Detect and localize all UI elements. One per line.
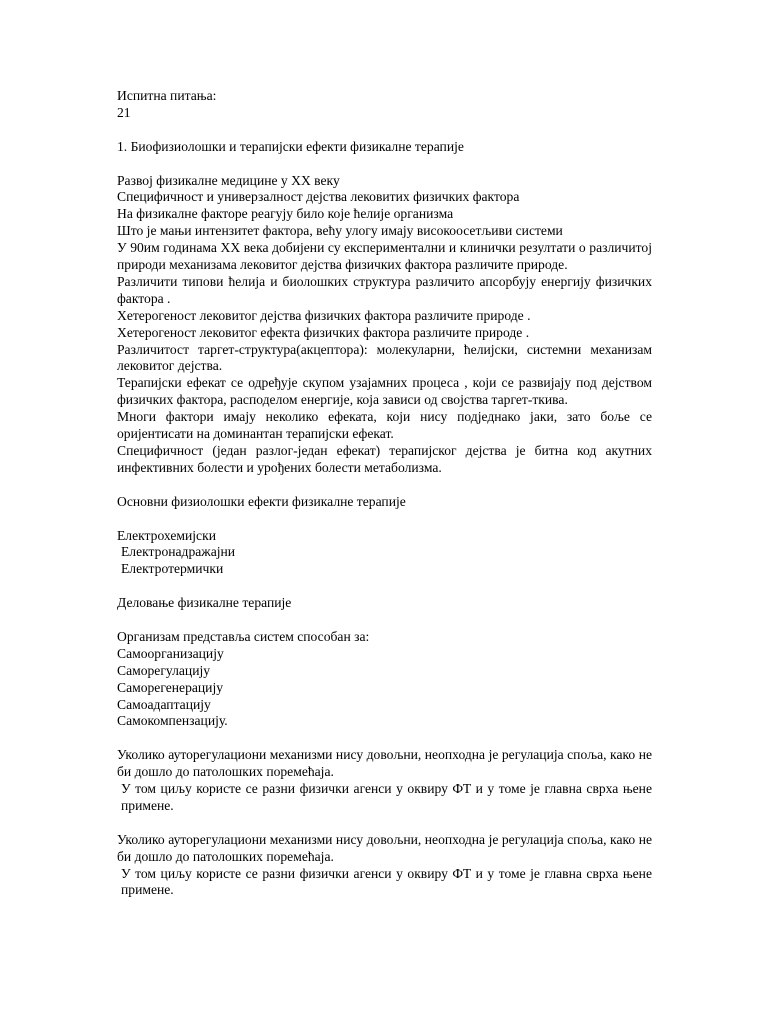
list-item: Електротермички [121,561,224,577]
spacer [117,511,652,528]
spacer [117,578,652,595]
text-line: Што је мањи интензитет фактора, већу улогу имају високоосетљиви системи [117,223,563,239]
paragraph: У 90им годинама XX века добијени су експериментални и клинички резултати о различитој природи механизама лековитог дејства физичких фактора различите природе. [117,240,652,273]
spacer [117,815,652,832]
paragraph: Уколико ауторегулациони механизми нису довољни, неопходна је регулација споља, како не би дошло до патолошких поремећаја. [117,831,652,864]
paragraph: Многи фактори имају неколико ефеката, који нису подједнако јаки, зато боље се оријентисати на доминантан терапијски ефекат. [117,409,652,442]
list-item: Самоорганизацију [117,645,224,661]
section-heading: 1. Биофизиолошки и терапијски ефекти физикалне терапије [117,138,464,154]
list-item: Самокомпензацију. [117,713,228,729]
spacer [117,612,652,629]
spacer [117,156,652,173]
spacer [117,730,652,747]
paragraph: Уколико ауторегулациони механизми нису довољни, неопходна је регулација споља, како не би дошло до патолошких поремећаја. [117,747,652,780]
question-number: 21 [117,104,131,120]
section-heading: Деловање физикалне терапије [117,595,292,611]
paragraph: Хетерогеност лековитог ефекта физичких фактора различите природе . [117,324,530,340]
list-item: Саморегенерацију [117,679,224,695]
document-page [117,88,652,899]
text-line: Организам представља систем способан за: [117,628,370,644]
spacer [117,477,652,494]
list-item: Саморегулацију [117,662,211,678]
section-heading: Основни физиолошки ефекти физикалне терапије [117,493,406,509]
paragraph: У том циљу користе се разни физички агенси у оквиру ФТ и у томе је главна сврха њене примене. [121,781,652,813]
list-item: Електронадражајни [121,544,236,560]
paragraph: Различити типови ћелија и биолошких структура различито апсорбују енергију физичких фактора . [117,273,652,306]
text-line: На физикалне факторе реагују било које ћелије организма [117,206,454,222]
list-item: Самоадаптацију [117,696,211,712]
paragraph: Различитост таргет-структура(акцептора): молекуларни, ћелијски, системни механизам лековитог дејства. [117,341,652,374]
paragraph: У том циљу користе се разни физички агенси у оквиру ФТ и у томе је главна сврха њене примене. [121,865,652,898]
list-item: Електрохемијски [117,527,216,543]
text-line: Развој физикалне медицине у XX веку [117,172,340,188]
spacer [117,122,652,139]
paragraph: Хетерогеност лековитог дејства физичких фактора различите природе . [117,307,531,323]
text-line: Специфичност и универзалност дејства лековитих физичких фактора [117,189,520,205]
exam-title: Испитна питања: [117,88,217,103]
paragraph: Специфичност (један разлог-један ефекат) терапијског дејства је битна код акутних инфективних болести и урођених болести метаболизма. [117,443,652,475]
paragraph: Терапијски ефекат се одређује скупом узајамних процеса , који се развијају под дејством физичких фактора, расподелом енергије, која зависи од својства таргет-ткива. [117,375,652,408]
